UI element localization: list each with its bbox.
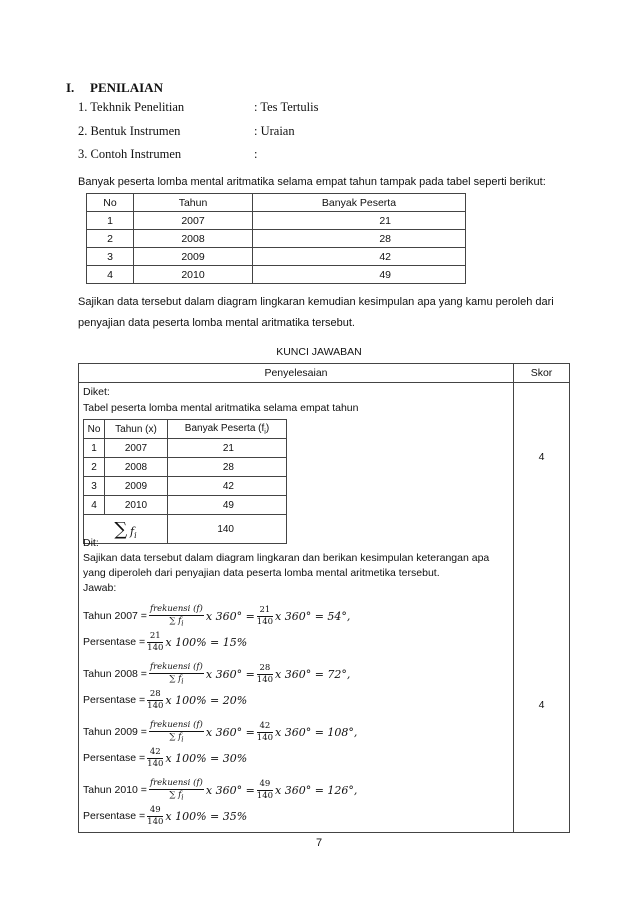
- meta-row: 1. Tekhnik Penelitian : Tes Tertulis: [78, 100, 319, 114]
- degree-calc-2008: Tahun 2008 = $\frac{\text{frekuensi (f)}}{\sum f_i}$ x 360° = $\frac{28}{140}$ x 360° = 72°,: [83, 661, 351, 686]
- participants-table: [86, 193, 466, 284]
- diket-label: Diket:: [83, 386, 110, 398]
- value-fraction: $\frac{21}{140}$: [147, 630, 164, 653]
- page-number: 7: [315, 837, 323, 849]
- table-sum-row: ∑ $f_i$ 140: [84, 515, 287, 544]
- frequency-table: [83, 419, 287, 544]
- meta-row: 2. Bentuk Instrumen : Uraian: [78, 124, 295, 138]
- intro-text: Banyak peserta lomba mental aritmatika selama empat tahun tampak pada tabel seperti berikut:: [78, 176, 546, 188]
- table-row: 1 2007 21: [87, 212, 466, 230]
- table-row: 1 2007 21: [84, 439, 287, 458]
- question-line: Sajikan data tersebut dalam diagram lingkaran kemudian kesimpulan apa yang kamu peroleh dari: [78, 296, 554, 308]
- answer-header: Penyelesaian Skor: [79, 364, 569, 383]
- table-header-row: No Tahun Banyak Peserta: [87, 194, 466, 212]
- formula-fraction: $\frac{\text{frekuensi (f)}}{\sum f_i}$: [149, 603, 203, 628]
- table-row: 3 2009 42: [87, 248, 466, 266]
- dit-text: yang diperoleh dari penyajian data peserta lomba mental aritmetika tersebut.: [83, 567, 440, 579]
- degree-calc-2010: Tahun 2010 = $\frac{\text{frekuensi (f)}}{\sum f_i}$ x 360° = $\frac{49}{140}$ x 360° = 126°,: [83, 777, 358, 802]
- table-header-row: No Tahun (x) Banyak Peserta $(f_i)$: [84, 420, 287, 439]
- formula-fraction: $\frac{\text{frekuensi (f)}}{\sum f_i}$: [149, 719, 203, 744]
- table-row: 4 2010 49: [84, 496, 287, 515]
- value-fraction: $\frac{28}{140}$: [256, 662, 274, 685]
- jawab-label: Jawab:: [83, 582, 117, 594]
- dit-text: Sajikan data tersebut dalam diagram lingkaran dan berikan kesimpulan keterangan apa: [83, 552, 490, 564]
- value-fraction: $\frac{49}{140}$: [147, 804, 164, 827]
- table-row: 4 2010 49: [87, 266, 466, 284]
- table-row: 2 2008 28: [84, 458, 287, 477]
- value-fraction: $\frac{21}{140}$: [256, 604, 274, 627]
- section-title: I. PENILAIAN: [66, 80, 163, 95]
- score-value: 4: [538, 699, 545, 711]
- percent-calc-2010: Persentase = $\frac{49}{140}$ x 100% = 35%: [83, 804, 248, 827]
- answer-key-title: KUNCI JAWABAN: [276, 346, 362, 358]
- value-fraction: $\frac{42}{140}$: [147, 746, 164, 769]
- value-fraction: $\frac{28}{140}$: [147, 688, 164, 711]
- diket-text: Tabel peserta lomba mental aritmatika selama empat tahun: [83, 402, 359, 414]
- answer-key-box: [78, 363, 570, 833]
- percent-calc-2009: Persentase = $\frac{42}{140}$ x 100% = 30%: [83, 746, 248, 769]
- formula-fraction: $\frac{\text{frekuensi (f)}}{\sum f_i}$: [149, 777, 203, 802]
- meta-row: 3. Contoh Instrumen :: [78, 147, 258, 161]
- value-fraction: $\frac{42}{140}$: [256, 720, 274, 743]
- question-line: penyajian data peserta lomba mental aritmatika tersebut.: [78, 317, 355, 329]
- table-row: 2 2008 28: [87, 230, 466, 248]
- degree-calc-2007: Tahun 2007 = $\frac{\text{frekuensi (f)}}{\sum f_i}$ x 360° = $\frac{21}{140}$ x 360° = 54°,: [83, 603, 351, 628]
- column-divider: [513, 364, 514, 832]
- percent-calc-2008: Persentase = $\frac{28}{140}$ x 100% = 20%: [83, 688, 248, 711]
- score-value: 4: [538, 451, 545, 463]
- formula-fraction: $\frac{\text{frekuensi (f)}}{\sum f_i}$: [149, 661, 203, 686]
- percent-calc-2007: Persentase = $\frac{21}{140}$ x 100% = 15%: [83, 630, 248, 653]
- value-fraction: $\frac{49}{140}$: [256, 778, 274, 801]
- table-row: 3 2009 42: [84, 477, 287, 496]
- dit-label: Dit:: [83, 537, 99, 549]
- degree-calc-2009: Tahun 2009 = $\frac{\text{frekuensi (f)}}{\sum f_i}$ x 360° = $\frac{42}{140}$ x 360° = 108°,: [83, 719, 358, 744]
